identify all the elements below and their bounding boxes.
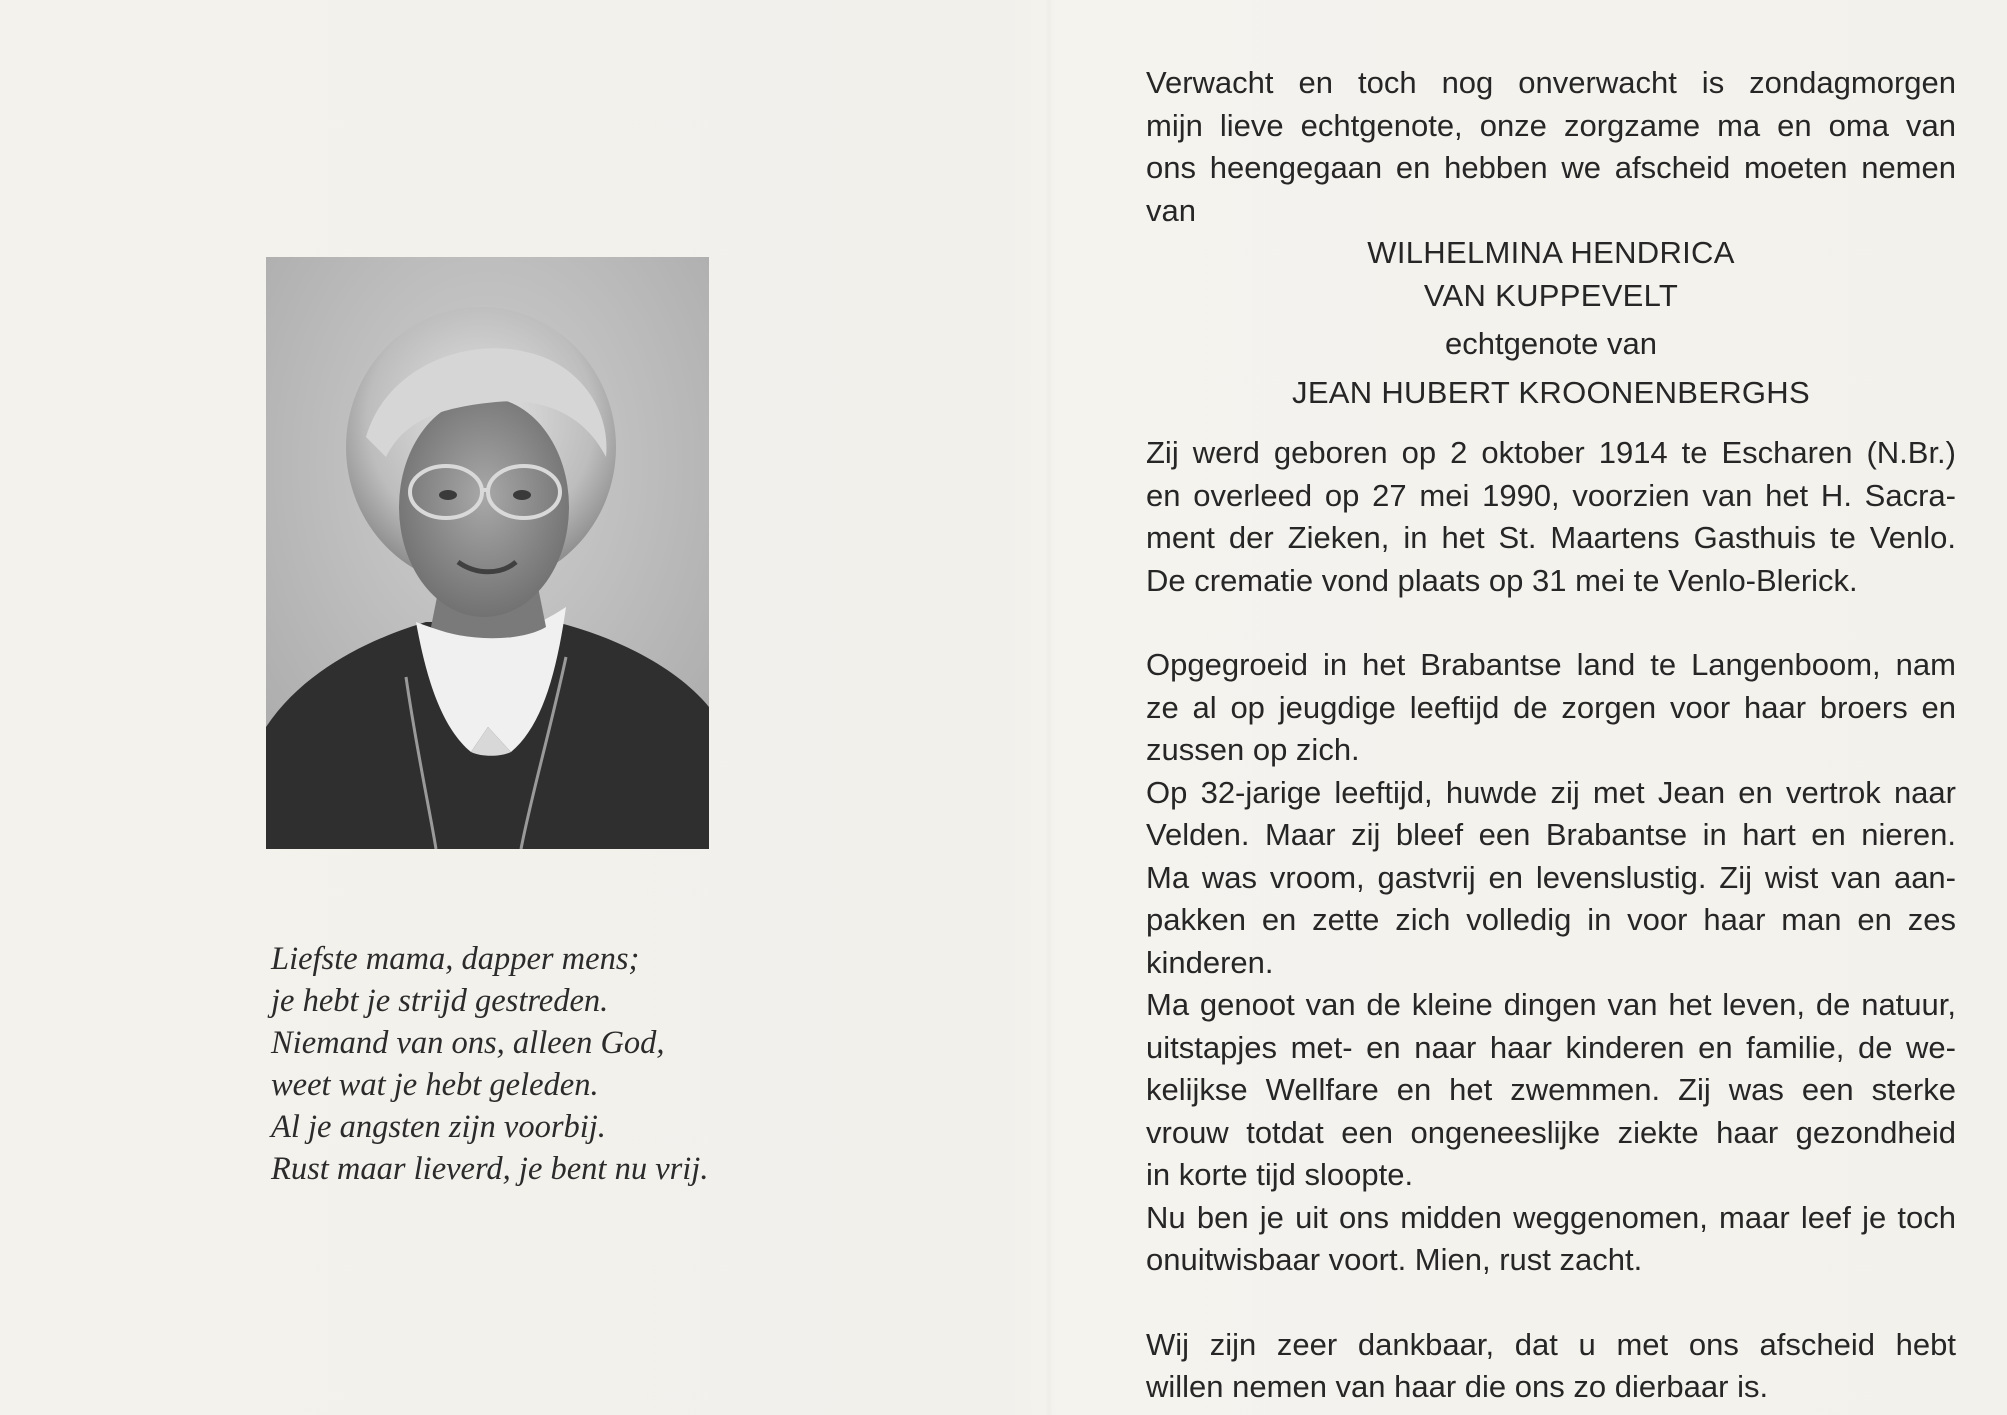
deceased-name-line1: WILHELMINA HENDRICA [1367,235,1735,270]
life-line: onuitwisbaar voort. Mien, rust zacht. [1146,1242,1643,1277]
life-line: zussen op zich. [1146,732,1360,767]
life-paragraph [1146,644,1956,1282]
intro-line: ons heengegaan en hebben we afscheid moeten nemen [1146,150,1956,185]
dates-line: Zij werd geboren op 2 oktober 1914 te Escharen (N.Br.) [1146,435,1956,470]
thanks-paragraph [1146,1324,1956,1409]
portrait-illustration [266,257,709,849]
dates-line: ment der Zieken, in het St. Maartens Gasthuis te Venlo. [1146,520,1956,555]
card-fold [1045,0,1053,1415]
poem-line: Rust maar lieverd, je bent nu vrij. [271,1151,709,1187]
dates-paragraph [1146,432,1956,602]
dates-line: De crematie vond plaats op 31 mei te Venlo-Blerick. [1146,562,1858,598]
life-line: ze al op jeugdige leeftijd de zorgen voor haar broers en [1146,689,1956,725]
poem-line: Niemand van ons, alleen God, [271,1025,665,1061]
poem-line: weet wat je hebt geleden. [271,1067,599,1103]
life-line: vrouw totdat een ongeneeslijke ziekte haar gezondheid [1146,1114,1956,1150]
poem-line: Liefste mama, dapper mens; [271,941,640,977]
life-line: pakken en zette zich volledig in voor haar man en zes [1146,902,1956,937]
intro-line: mijn lieve echtgenote, onze zorgzame ma en oma van [1146,107,1956,143]
life-line: in korte tijd sloopte. [1146,1157,1414,1192]
life-line: kelijkse Wellfare en het zwemmen. Zij was een sterke [1146,1072,1956,1107]
life-line: Nu ben je uit ons midden weggenomen, maar leef je toch [1146,1199,1956,1235]
thanks-line: Wij zijn zeer dankbaar, dat u met ons afscheid hebt [1146,1326,1956,1362]
intro-paragraph [1146,62,1956,232]
obituary-text [1146,62,1956,1409]
thanks-line: willen nemen van haar die ons zo dierbaar is. [1146,1369,1769,1404]
life-line: Op 32-jarige leeftijd, huwde zij met Jean en vertrok naar [1146,774,1956,810]
intro-line: Verwacht en toch nog onverwacht is zondagmorgen [1146,65,1956,100]
life-line: kinderen. [1146,944,1274,980]
poem-line: je hebt je strijd gestreden. [271,983,609,1019]
deceased-name-line2: VAN KUPPEVELT [1423,277,1679,313]
dates-line: en overleed op 27 mei 1990, voorzien van het H. Sacra- [1146,477,1956,513]
life-line: Opgegroeid in het Brabantse land te Langenboom, nam [1146,647,1956,682]
portrait-photo [266,257,709,849]
life-line: Velden. Maar zij bleef een Brabantse in hart en nieren. [1146,817,1956,852]
intro-line: van [1146,192,1196,228]
poem-line: Al je angsten zijn voorbij. [271,1109,606,1145]
relation-text: echtgenote van [1444,326,1657,361]
life-line: Ma genoot van de kleine dingen van het leven, de natuur, [1146,987,1956,1022]
life-line: Ma was vroom, gastvrij en levenslustig. Zij wist van aan- [1146,859,1956,895]
poem [271,938,831,1190]
life-line: uitstapjes met- en naar haar kinderen en familie, de we- [1146,1029,1956,1065]
spouse-name: JEAN HUBERT KROONENBERGHS [1292,374,1810,410]
